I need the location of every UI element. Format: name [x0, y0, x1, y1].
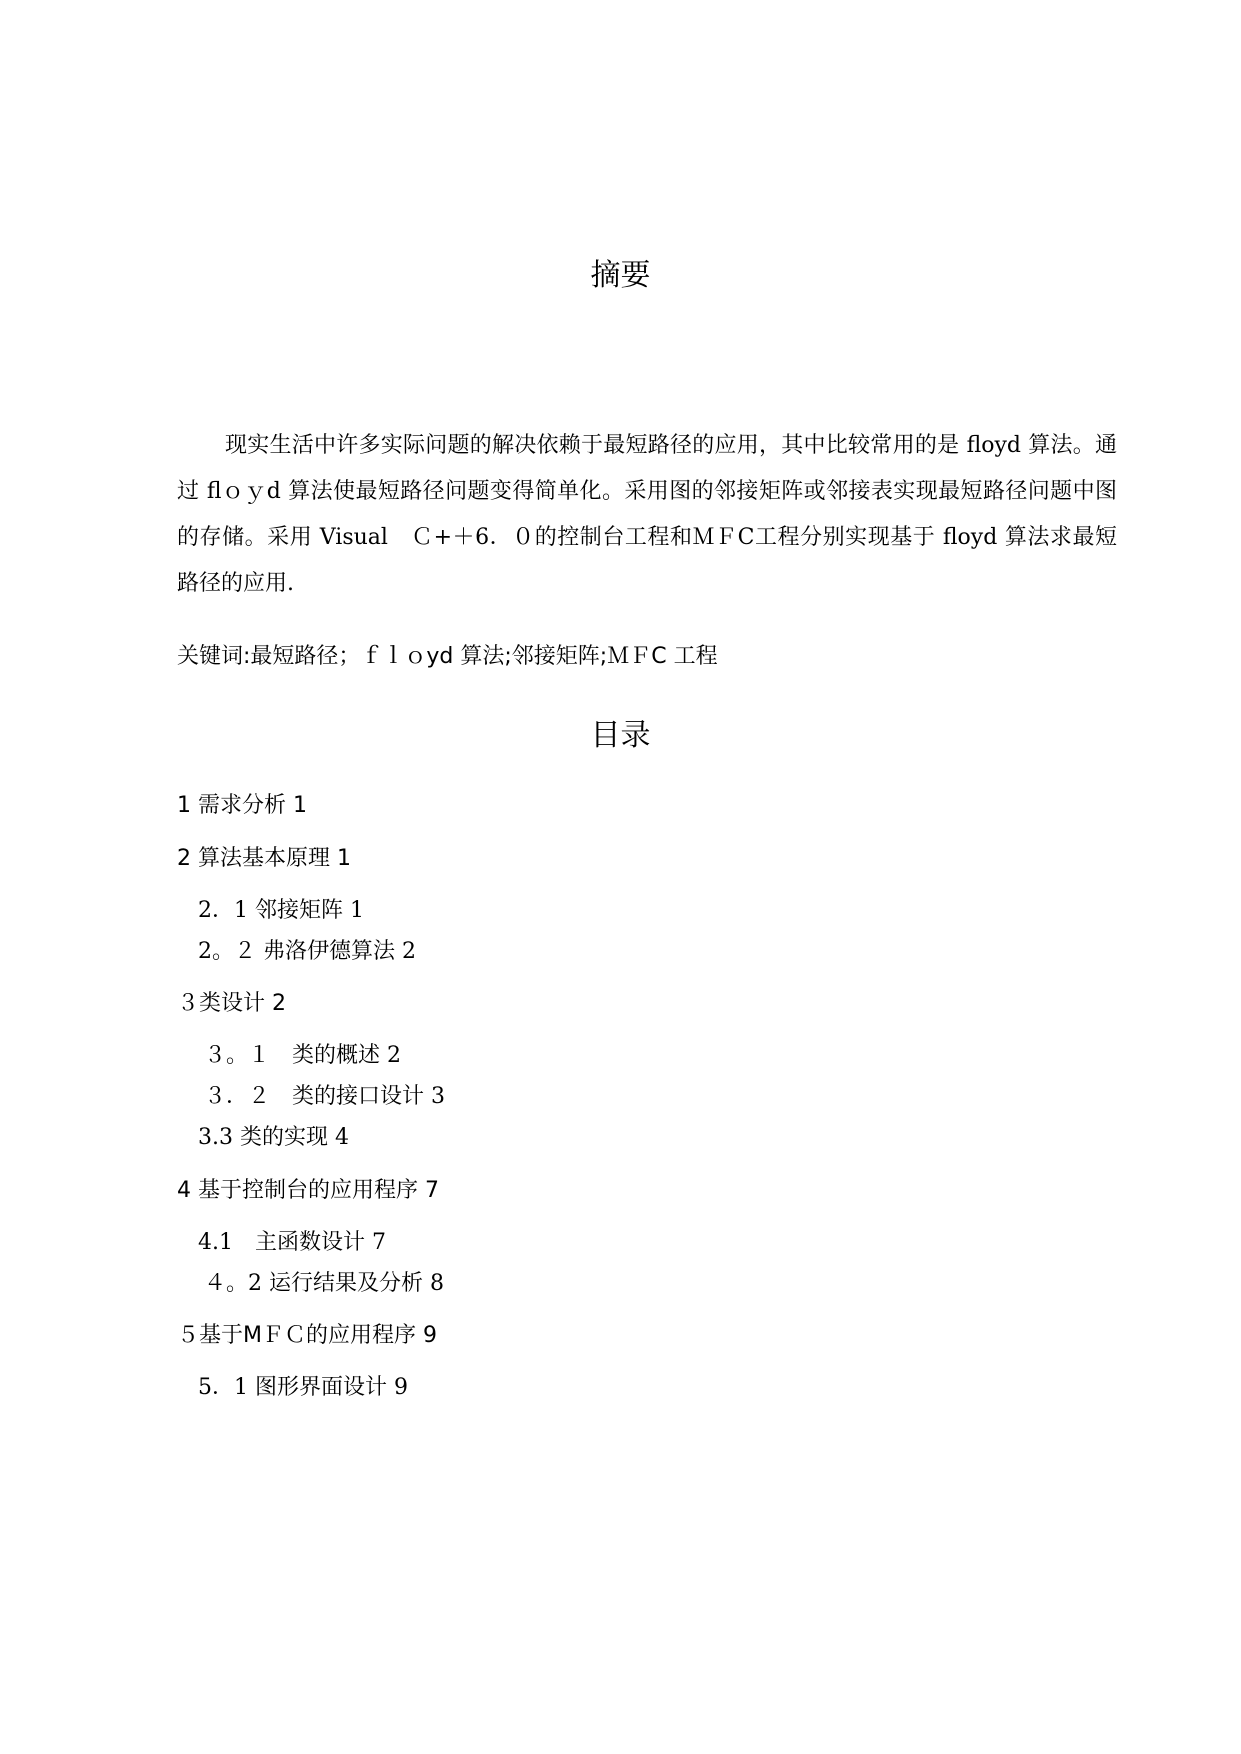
abstract-paragraph: 现实生活中许多实际问题的解决依赖于最短路径的应用，其中比较常用的是 floyd 算法。通过 flｏｙd 算法使最短路径问题变得简单化。采用图的邻接矩阵或邻接表实现最短路径问题中图的存储。采用 Visual Ｃ+＋6．０的控制台工程和ＭＦC工程分别实现基于 floyd 算法求最短路径的应用.: [177, 433, 1117, 596]
toc-entry: 5．1 图形界面设计 9: [198, 1375, 408, 1400]
toc-entry: ５基于MＦＣ的应用程序 9: [177, 1323, 437, 1348]
toc-entry: ４。2 运行结果及分析 8: [204, 1271, 444, 1296]
toc-entry: 1 需求分析 1: [177, 793, 307, 818]
toc-entry: ３类设计 2: [177, 991, 286, 1016]
toc-entry: ３．２ 类的接口设计 3: [204, 1084, 445, 1109]
toc-title: 目录: [590, 718, 651, 753]
toc-entry: 4 基于控制台的应用程序 7: [177, 1178, 439, 1203]
toc-entry: 2 算法基本原理 1: [177, 846, 351, 871]
toc-entry: 4.1 主函数设计 7: [198, 1230, 386, 1255]
toc-entry: 3.3 类的实现 4: [198, 1125, 349, 1150]
toc-entry: 2．1 邻接矩阵 1: [198, 898, 364, 923]
toc-entry: ３。１ 类的概述 2: [204, 1043, 401, 1068]
toc-entry: 2。２ 弗洛伊德算法 2: [198, 939, 416, 964]
keywords-line: 关键词:最短路径；ｆｌｏyd 算法;邻接矩阵;ＭＦC 工程: [177, 644, 718, 669]
abstract-body: [177, 423, 1117, 607]
abstract-title: 摘要: [590, 258, 651, 293]
